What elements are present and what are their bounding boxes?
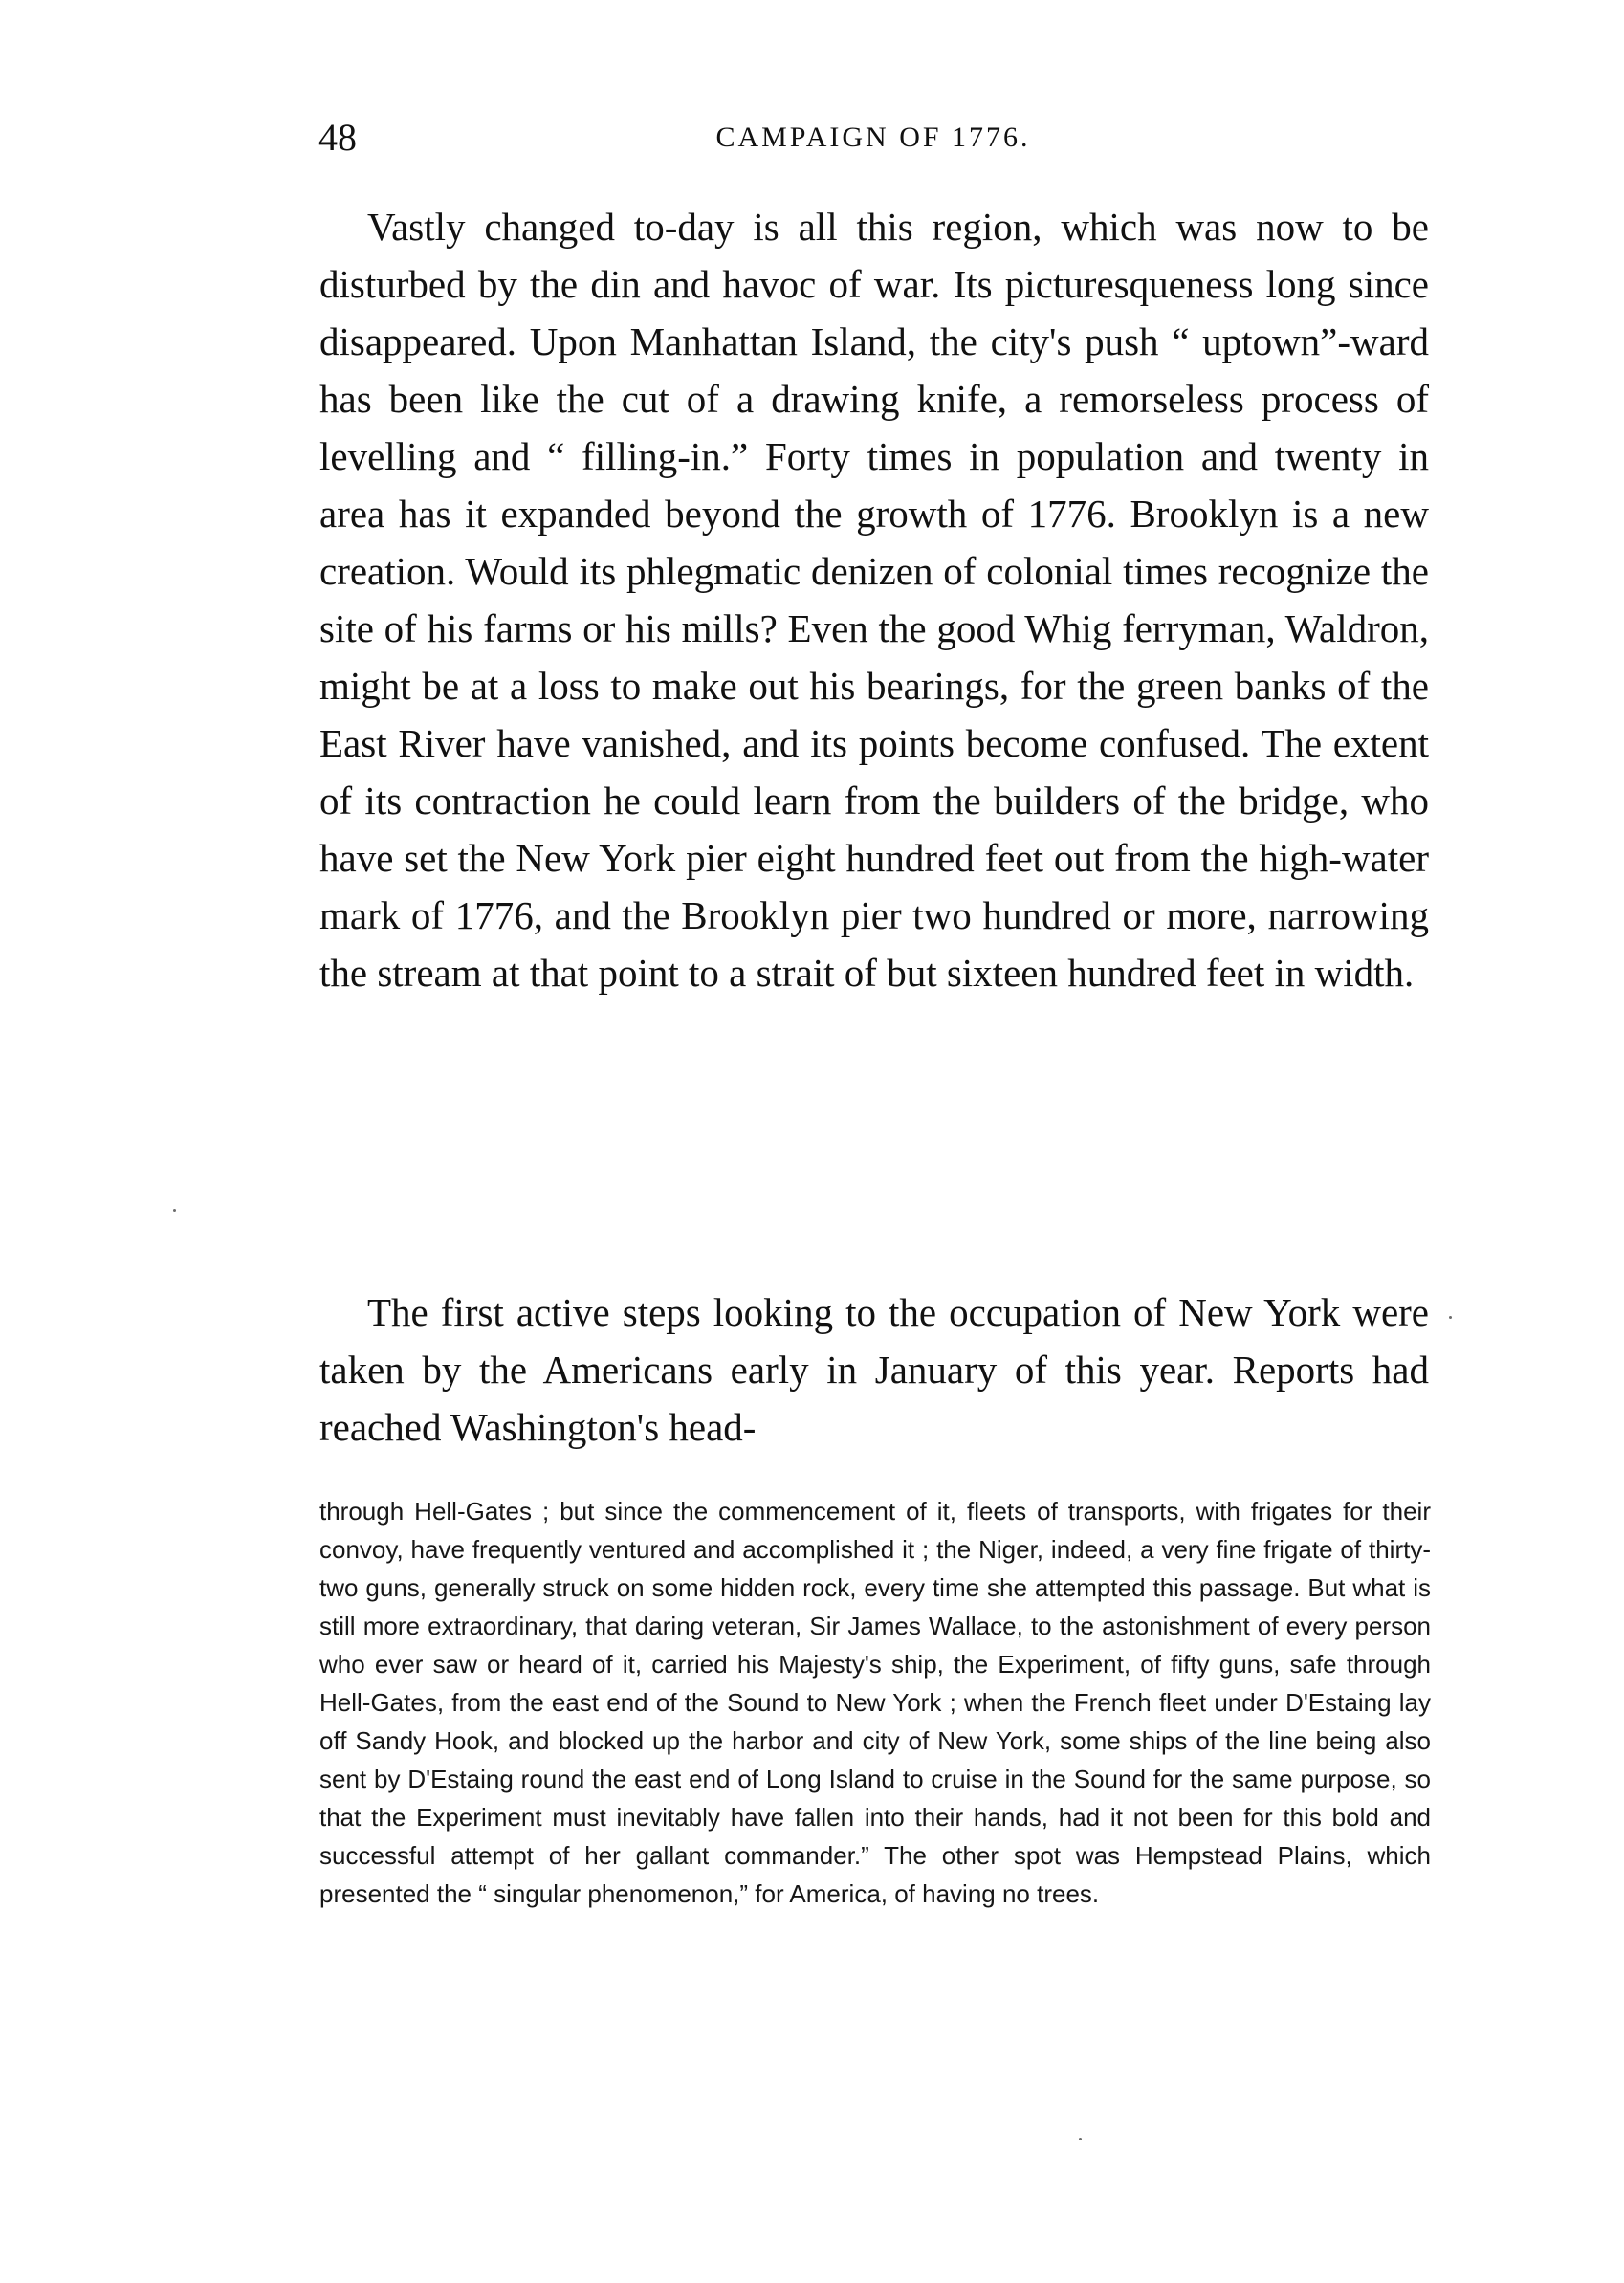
page-header	[318, 113, 1428, 163]
running-head: CAMPAIGN OF 1776.	[715, 121, 1031, 153]
body-paragraph-1: Vastly changed to-day is all this region, which was now to be disturbed by the din and havoc of war. Its picturesqueness long since disappeared. Upon Manhattan Island, the city's push “ uptown”-ward has been like the cut of a drawing knife, a remorseless process of levelling and “ filling-in.” Forty times in population and twenty in area has it expanded beyond the growth of 1776. Brooklyn is a new creation. Would its phlegmatic denizen of colonial times recognize the site of his farms or his mills? Even the good Whig ferryman, Waldron, might be at a loss to make out his bearings, for the green banks of the East River have vanished, and its points become confused. The extent of its contraction he could learn from the builders of the bridge, who have set the New York pier eight hundred feet out from the high-water mark of 1776, and the Brooklyn pier two hundred or more, narrowing the stream at that point to a strait of but sixteen hundred feet in width.	[319, 205, 1429, 995]
scan-speck	[1449, 1316, 1452, 1319]
footnote-text: through Hell-Gates ; but since the commencement of it, fleets of transports, with frigates for their convoy, have frequently ventured and accomplished it ; the Niger, indeed, a very fine frigate of thirty-two guns, generally struck on some hidden rock, every time she attempted this passage. But what is still more extraordinary, that daring veteran, Sir James Wallace, to the astonishment of every person who ever saw or heard of it, carried his Majesty's ship, the Experiment, of fifty guns, safe through Hell-Gates, from the east end of the Sound to New York ; when the French fleet under D'Estaing lay off Sandy Hook, and blocked up the harbor and city of New York, some ships of the line being also sent by D'Estaing round the east end of Long Island to cruise in the Sound for the same purpose, so that the Experiment must inevitably have fallen into their hands, had it not been for this bold and successful attempt of her gallant commander.” The other spot was Hempstead Plains, which presented the “ singular phenomenon,” for America, of having no trees.	[319, 1497, 1431, 1908]
scan-speck	[173, 1209, 176, 1212]
scan-speck	[1079, 2138, 1082, 2140]
page-number: 48	[318, 116, 357, 159]
body-paragraph-2: The first active steps looking to the occupation of New York were taken by the Americans early in January of this year. Reports had reached Washington's head-	[319, 1290, 1429, 1449]
